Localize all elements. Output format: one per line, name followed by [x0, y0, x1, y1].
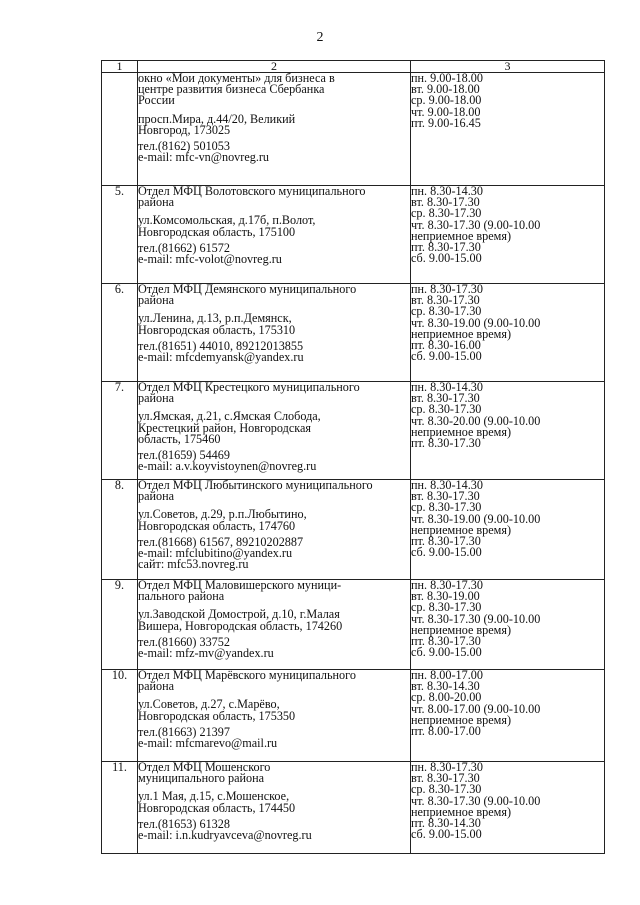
hours-line: ср. 9.00-18.00: [411, 93, 482, 108]
office-name: [138, 480, 410, 502]
office-name-line: Отдел МФЦ Мошенского: [138, 760, 271, 774]
hours-line: ср. 8.30-17.30: [411, 304, 482, 319]
office-address-line: просп.Мира, д.44/20, Великий: [138, 111, 296, 126]
office-name: [138, 284, 410, 306]
table-row: [102, 284, 605, 382]
office-address: [138, 215, 410, 237]
hours-line: чт. 8.30-17.30 (9.00-10.00: [411, 611, 541, 626]
office-contacts-line: e-mail: mfclubitino@yandex.ru: [138, 546, 293, 561]
mfc-offices-table: [101, 60, 605, 854]
hours-line: сб. 9.00-15.00: [411, 349, 482, 364]
table-row: [102, 186, 605, 284]
office-contacts-line: e-mail: mfcdemyansk@yandex.ru: [138, 350, 304, 365]
table-row: [102, 73, 605, 186]
hours-line: пт. 8.30-16.00: [411, 338, 481, 353]
working-hours: [411, 580, 605, 670]
office-contacts-line: тел.(81662) 61572: [138, 240, 230, 255]
office-contacts: [138, 338, 410, 365]
office-name: [138, 382, 410, 404]
row-number: 7.: [102, 382, 138, 480]
office-name-line: пального района: [138, 589, 225, 604]
office-contacts-line: тел.(81651) 44010, 89212013855: [138, 338, 304, 353]
hours-line: пн. 8.30-14.30: [411, 184, 483, 198]
office-name-line: центре развития бизнеса Сбербанка: [138, 82, 325, 97]
office-address-line: Новгородская область, 174450: [138, 800, 296, 815]
hours-line: неприемное время): [411, 712, 512, 727]
office-address-line: ул.Ямская, д.21, с.Ямская Слобода,: [138, 409, 321, 424]
hours-line: чт. 8.30-17.30 (9.00-10.00: [411, 793, 541, 808]
hours-line: чт. 8.30-17.30 (9.00-10.00: [411, 217, 541, 232]
office-contacts: [138, 450, 410, 472]
office-name: [138, 186, 410, 208]
office-name: [138, 762, 410, 784]
office-contacts-line: e-mail: mfcmarevo@mail.ru: [138, 736, 278, 751]
column-header-2: 2: [138, 61, 411, 73]
office-contacts-line: тел.(81653) 61328: [138, 816, 230, 831]
column-header-1: 1: [102, 61, 138, 73]
office-contacts: [138, 816, 410, 843]
office-address-line: ул.Ленина, д.13, р.п.Демянск,: [138, 311, 292, 326]
hours-line: пн. 8.30-17.30: [411, 760, 483, 774]
office-address: [138, 111, 410, 137]
office-name-line: района: [138, 489, 175, 504]
office-contacts-line: тел.(81659) 54469: [138, 448, 230, 463]
office-address-line: Новгородская область, 175100: [138, 224, 296, 239]
hours-line: пт. 8.30-17.30: [411, 240, 481, 255]
hours-line: чт. 8.00-17.00 (9.00-10.00: [411, 701, 541, 716]
office-details: [138, 73, 411, 186]
row-number: 6.: [102, 284, 138, 382]
hours-line: неприемное время): [411, 326, 512, 341]
hours-line: пт. 9.00-16.45: [411, 115, 481, 130]
office-address-line: Новгородская область, 175310: [138, 322, 296, 337]
working-hours: [411, 670, 605, 762]
working-hours: [411, 480, 605, 580]
working-hours: [411, 382, 605, 480]
hours-line: вт. 8.30-17.30: [411, 195, 480, 210]
row-number: 5.: [102, 186, 138, 284]
table-body: [102, 73, 605, 854]
office-address-line: Новгород, 173025: [138, 122, 231, 137]
office-name-line: Отдел МФЦ Крестецкого муниципального: [138, 380, 360, 394]
hours-line: неприемное время): [411, 228, 512, 243]
working-hours: [411, 73, 605, 186]
hours-line: вт. 8.30-19.00: [411, 589, 480, 604]
working-hours: [411, 186, 605, 284]
office-name-line: Отдел МФЦ Любытинского муниципального: [138, 478, 373, 492]
row-number: 10.: [102, 670, 138, 762]
office-name-line: Отдел МФЦ Волотовского муниципального: [138, 184, 366, 198]
office-name-line: Отдел МФЦ Демянского муниципального: [138, 282, 357, 296]
office-name: [138, 580, 410, 602]
hours-line: пт. 8.30-14.30: [411, 816, 481, 831]
office-name-line: Отдел МФЦ Маловишерского муници-: [138, 578, 342, 592]
office-contacts-line: e-mail: i.n.kudryavceva@novreg.ru: [138, 828, 312, 843]
office-contacts: [138, 634, 410, 661]
hours-line: пн. 8.30-17.30: [411, 282, 483, 296]
table-row: [102, 480, 605, 580]
row-number: 8.: [102, 480, 138, 580]
office-contacts: [138, 240, 410, 267]
hours-line: пт. 8.00-17.00: [411, 724, 481, 739]
hours-line: пт. 8.30-17.30: [411, 436, 481, 451]
hours-line: пн. 8.30-14.30: [411, 478, 483, 492]
hours-line: пн. 9.00-18.00: [411, 71, 483, 85]
office-address-line: ул.Комсомольская, д.17б, п.Волот,: [138, 213, 316, 228]
office-contacts-line: сайт: mfc53.novreg.ru: [138, 557, 249, 572]
working-hours: [411, 284, 605, 382]
office-name-line: Отдел МФЦ Марёвского муниципального: [138, 668, 356, 682]
hours-line: вт. 8.30-17.30: [411, 771, 480, 786]
page-number: 2: [316, 30, 324, 45]
hours-line: чт. 8.30-20.00 (9.00-10.00: [411, 413, 541, 428]
office-name-line: муниципального района: [138, 771, 265, 786]
office-details: [138, 284, 411, 382]
office-address-line: Вишера, Новгородская область, 174260: [138, 618, 343, 633]
office-address-line: Новгородская область, 174760: [138, 518, 296, 533]
hours-line: пн. 8.30-17.30: [411, 578, 483, 592]
office-details: [138, 382, 411, 480]
office-address: [138, 509, 410, 531]
column-header-3: 3: [411, 61, 605, 73]
office-contacts-line: тел.(81668) 61567, 89210202887: [138, 534, 304, 549]
hours-line: ср. 8.30-17.30: [411, 500, 482, 515]
office-name-line: района: [138, 293, 175, 308]
hours-line: неприемное время): [411, 804, 512, 819]
office-name-line: района: [138, 195, 175, 210]
hours-line: сб. 9.00-15.00: [411, 545, 482, 560]
office-details: [138, 580, 411, 670]
office-name-line: России: [138, 93, 175, 108]
office-address-line: Новгородская область, 175350: [138, 708, 296, 723]
hours-line: вт. 8.30-17.30: [411, 391, 480, 406]
office-address: [138, 699, 410, 721]
office-address: [138, 313, 410, 335]
row-number: 9.: [102, 580, 138, 670]
office-contacts: [138, 724, 410, 751]
office-address: [138, 791, 410, 813]
office-contacts: [138, 534, 410, 572]
hours-line: сб. 9.00-15.00: [411, 251, 482, 266]
office-contacts-line: e-mail: a.v.koyvistoynen@novreg.ru: [138, 459, 317, 474]
office-address-line: ул.Советов, д.29, р.п.Любытино,: [138, 507, 307, 522]
office-address: [138, 609, 410, 631]
hours-line: пт. 8.30-17.30: [411, 534, 481, 549]
office-name-line: района: [138, 391, 175, 406]
office-address-line: Крестецкий район, Новгородская: [138, 420, 311, 435]
hours-line: вт. 8.30-14.30: [411, 679, 480, 694]
hours-line: чт. 8.30-19.00 (9.00-10.00: [411, 511, 541, 526]
table-row: [102, 670, 605, 762]
office-details: [138, 480, 411, 580]
office-details: [138, 670, 411, 762]
office-contacts-line: тел.(81663) 21397: [138, 724, 230, 739]
office-contacts-line: e-mail: mfc-vn@novreg.ru: [138, 150, 270, 165]
hours-line: пт. 8.30-17.30: [411, 634, 481, 649]
office-contacts-line: тел.(81660) 33752: [138, 634, 230, 649]
hours-line: чт. 9.00-18.00: [411, 104, 481, 119]
office-contacts-line: e-mail: mfz-mv@yandex.ru: [138, 646, 274, 661]
office-address-line: ул.Заводской Домострой, д.10, г.Малая: [138, 607, 340, 622]
hours-line: вт. 8.30-17.30: [411, 293, 480, 308]
hours-line: ср. 8.30-17.30: [411, 600, 482, 615]
hours-line: ср. 8.30-17.30: [411, 402, 482, 417]
office-details: [138, 186, 411, 284]
office-name-line: окно «Мои документы» для бизнеса в: [138, 71, 335, 85]
hours-line: пн. 8.00-17.00: [411, 668, 483, 682]
hours-line: неприемное время): [411, 522, 512, 537]
hours-line: пн. 8.30-14.30: [411, 380, 483, 394]
row-number: [102, 73, 138, 186]
hours-line: вт. 8.30-17.30: [411, 489, 480, 504]
office-name: [138, 73, 410, 107]
office-contacts-line: e-mail: mfc-volot@novreg.ru: [138, 252, 282, 267]
office-name: [138, 670, 410, 692]
table-row: [102, 580, 605, 670]
office-contacts-line: тел.(8162) 501053: [138, 139, 230, 154]
office-address: [138, 411, 410, 445]
hours-line: ср. 8.00-20.00: [411, 690, 482, 705]
hours-line: вт. 9.00-18.00: [411, 82, 480, 97]
hours-line: ср. 8.30-17.30: [411, 206, 482, 221]
office-address-line: ул.1 Мая, д.15, с.Мошенское,: [138, 789, 290, 804]
hours-line: неприемное время): [411, 424, 512, 439]
hours-line: чт. 8.30-19.00 (9.00-10.00: [411, 315, 541, 330]
working-hours: [411, 762, 605, 854]
office-details: [138, 762, 411, 854]
hours-line: сб. 9.00-15.00: [411, 827, 482, 842]
hours-line: ср. 8.30-17.30: [411, 782, 482, 797]
table-row: [102, 382, 605, 480]
hours-line: сб. 9.00-15.00: [411, 645, 482, 660]
row-number: 11.: [102, 762, 138, 854]
hours-line: неприемное время): [411, 622, 512, 637]
office-name-line: района: [138, 679, 175, 694]
office-address-line: ул.Советов, д.27, с.Марёво,: [138, 697, 280, 712]
table-row: [102, 762, 605, 854]
office-address-line: область, 175460: [138, 431, 221, 446]
office-contacts: [138, 141, 410, 163]
